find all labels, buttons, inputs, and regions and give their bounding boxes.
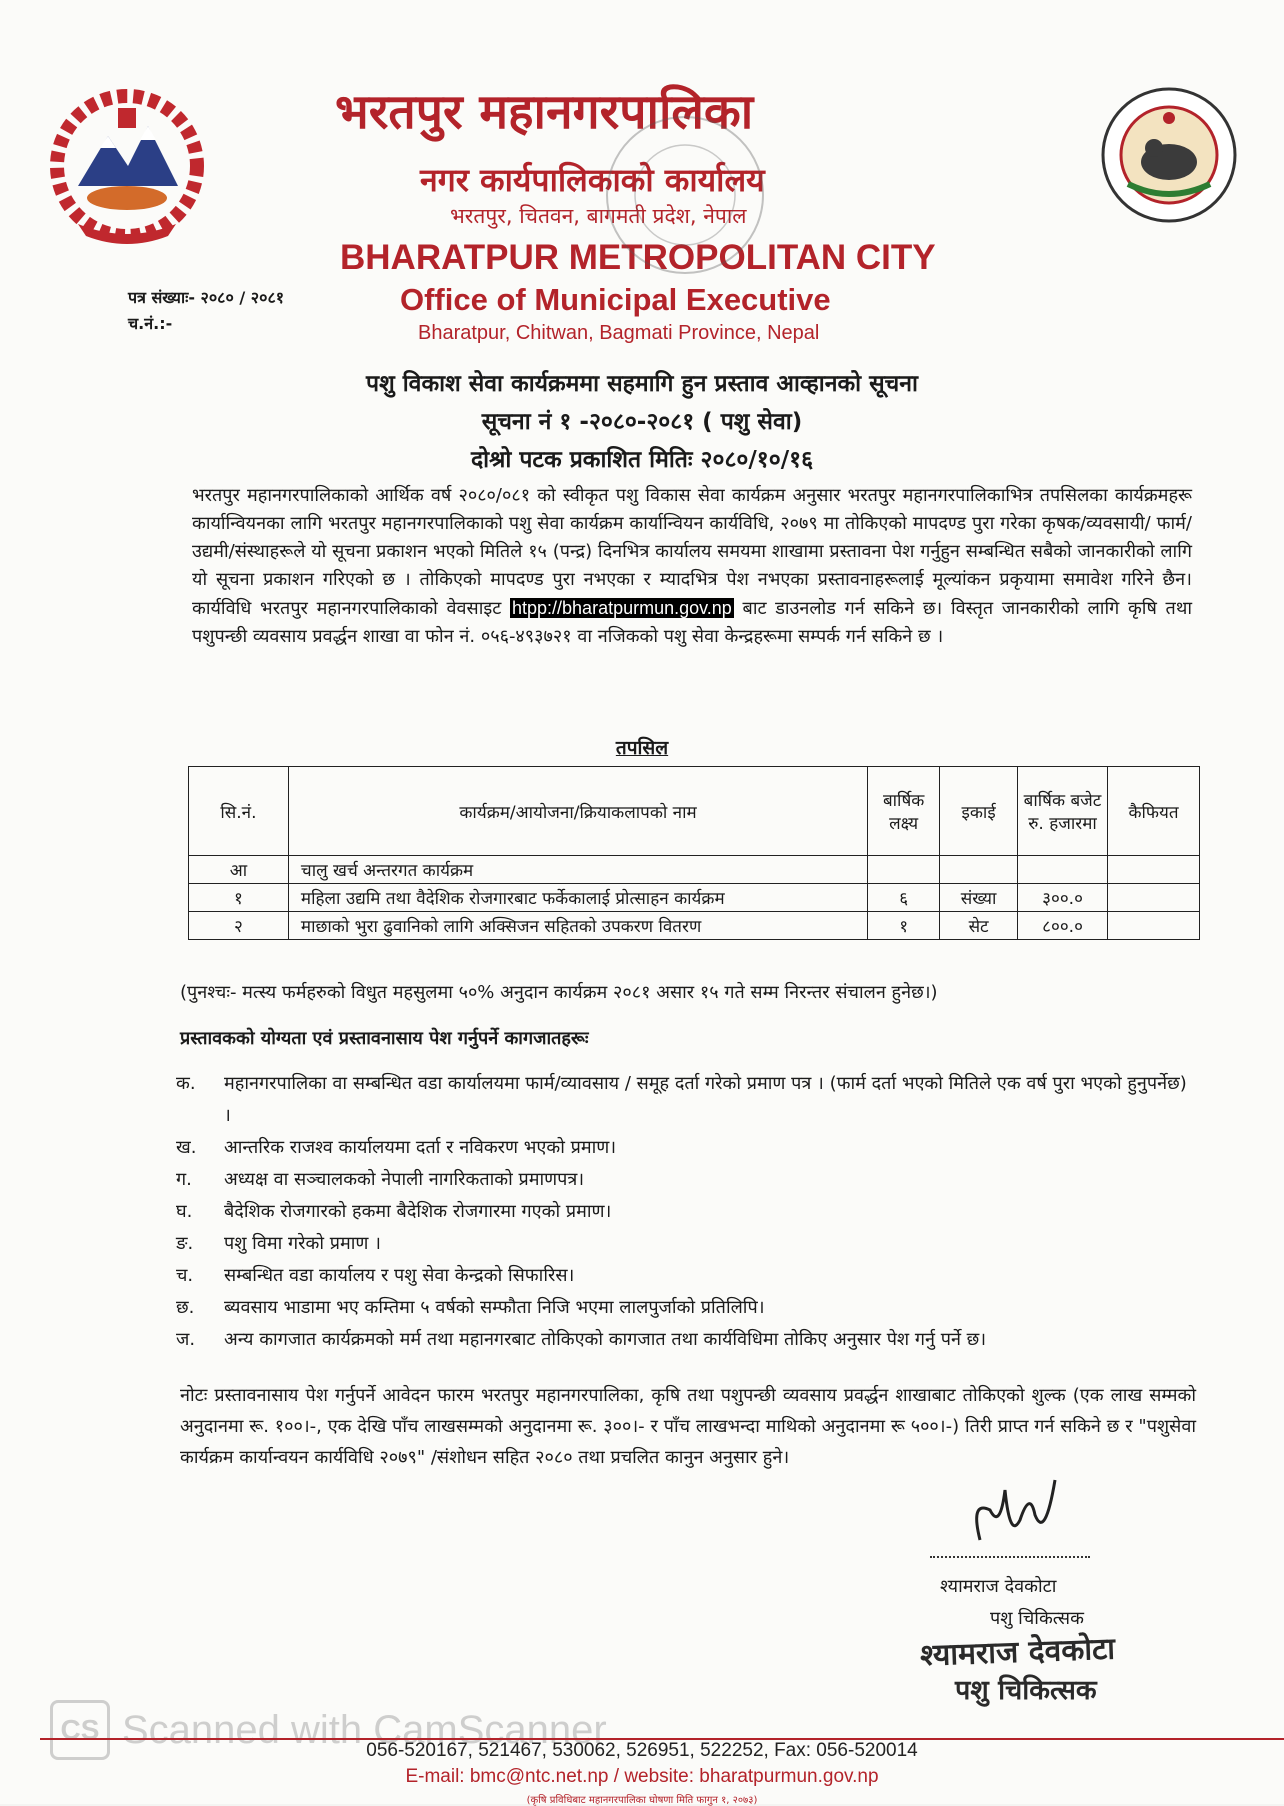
cell-program: महिला उद्यमि तथा वैदेशिक रोजगारबाट फर्केकालाई प्रोत्साहन कार्यक्रम xyxy=(288,884,867,912)
notice-heading: पशु विकाश सेवा कार्यक्रममा सहमागि हुन प्रस्ताव आव्हानको सूचना xyxy=(366,371,918,397)
list-item-text: अध्यक्ष वा सञ्चालकको नेपाली नागरिकताको प्रमाणपत्र। xyxy=(224,1169,585,1190)
cell-sn: २ xyxy=(189,912,289,940)
list-item xyxy=(176,1260,1196,1292)
letterhead-address-en: Bharatpur, Chitwan, Bagmati Province, Nepal xyxy=(418,322,820,344)
watermark-text: Scanned with CamScanner xyxy=(122,1707,607,1752)
title-stamp: पशु चिकित्सक xyxy=(955,1675,1097,1706)
table-row xyxy=(189,884,1200,912)
col-header-target: बार्षिक लक्ष्य xyxy=(868,767,940,856)
list-item xyxy=(176,1228,1196,1260)
table-header-row xyxy=(189,767,1200,856)
list-item-text: महानगरपालिका वा सम्बन्धित वडा कार्यालयमा फार्म/व्यावसाय / समूह दर्ता गरेको प्रमाण पत्र । (फार्म दर्ता भएको मितिले एक वर्ष पुरा भएको हुनुपर्नेछ) । xyxy=(224,1073,1187,1126)
list-item-text: बैदेशिक रोजगारको हकमा बैदेशिक रोजगारमा गएको प्रमाण। xyxy=(224,1201,612,1222)
office-seal-icon xyxy=(600,110,770,280)
reference-number: पत्र संख्याः- २०८० / २०८१ xyxy=(128,288,285,307)
list-item-key: क. xyxy=(176,1073,196,1094)
letterhead-office-en: Office of Municipal Executive xyxy=(400,282,831,317)
dispatch-number: च.नं.:- xyxy=(128,314,173,333)
cell-target: ६ xyxy=(868,884,940,912)
handwritten-signature-icon xyxy=(960,1470,1070,1560)
requirements-list xyxy=(176,1068,1196,1356)
list-item-key: ख. xyxy=(176,1137,197,1158)
notice-body xyxy=(192,482,1192,651)
list-item xyxy=(176,1068,1196,1132)
cell-unit: संख्या xyxy=(940,884,1018,912)
footer-tagline: (कृषि प्रविधिबाट महानगरपालिका घोषणा मिति फागुन १, २०७३) xyxy=(526,1795,758,1806)
cell-program: चालु खर्च अन्तरगत कार्यक्रम xyxy=(288,856,867,884)
list-item-key: छ. xyxy=(176,1297,195,1318)
program-table xyxy=(188,766,1200,940)
list-item-key: च. xyxy=(176,1265,194,1286)
footer-contact: E-mail: bmc@ntc.net.np / website: bharatpurmun.gov.np xyxy=(405,1766,879,1787)
list-item-key: ज. xyxy=(176,1329,196,1350)
cell-target: १ xyxy=(868,912,940,940)
camscanner-logo-icon: CS xyxy=(50,1700,110,1760)
notice-number: सूचना नं १ -२०८०-२०८१ ( पशु सेवा) xyxy=(481,409,803,435)
list-item-key: ङ. xyxy=(176,1233,194,1254)
table-row xyxy=(189,856,1200,884)
notice-body-text-continued: बाट डाउनलोड गर्न सकिने छ। विस्तृत जानकारीको लागि कृषि तथा पशुपन्छी व्यवसाय प्रवर्द्धन शाखा वा फोन नं. ०५६-४९३७२१ वा नजिकको पशु सेवा केन्द्रहरूमा सम्पर्क गर्न सकिने छ । xyxy=(192,598,1192,647)
cell-budget: ८००.० xyxy=(1018,912,1108,940)
table-caption xyxy=(0,734,1284,760)
signature-line xyxy=(930,1556,1090,1558)
cell-budget xyxy=(1018,856,1108,884)
cell-remarks xyxy=(1108,856,1200,884)
list-item-text: सम्बन्धित वडा कार्यालय र पशु सेवा केन्द्रको सिफारिस। xyxy=(224,1265,575,1286)
letterhead-title-ne: भरतपुर महानगरपालिका xyxy=(335,84,754,140)
nepal-emblem-icon xyxy=(38,86,216,250)
note-paragraph: नोटः प्रस्तावनासाय पेश गर्नुपर्ने आवेदन फारम भरतपुर महानगरपालिका, कृषि तथा पशुपन्छी व्यवसाय प्रवर्द्धन शाखाबाट तोकिएको शुल्क (एक लाख सम्मको अनुदानमा रू. १००।-, एक देखि पाँच लाखसम्मको अनुदानमा रू. ३००।- र पाँच लाखभन्दा माथिको अनुदानमा रू ५००।-) तिरी प्राप्त गर्न सकिने छ र "पशुसेवा कार्यक्रम कार्यान्वयन कार्यविधि २०७९" /संशोधन सहित २०८० तथा प्रचलित कानुन अनुसार हुने। xyxy=(180,1385,1196,1468)
table-caption-text: तपसिल xyxy=(615,737,669,759)
requirements-heading: प्रस्तावकको योग्यता एवं प्रस्तावनासाय पेश गर्नुपर्ने कागजातहरूः xyxy=(180,1028,589,1049)
list-item xyxy=(176,1196,1196,1228)
table-row xyxy=(189,912,1200,940)
list-item xyxy=(176,1324,1196,1356)
cell-sn: १ xyxy=(189,884,289,912)
postscript: (पुनश्चः- मत्स्य फर्महरुको विधुत महसुलमा ५०% अनुदान कार्यक्रम २०८१ असार १५ गते सम्म निरन्तर संचालन हुनेछ।) xyxy=(180,982,938,1003)
list-item-key: ग. xyxy=(176,1169,192,1190)
cell-remarks xyxy=(1108,912,1200,940)
cell-unit: सेट xyxy=(940,912,1018,940)
list-item-key: घ. xyxy=(176,1201,193,1222)
col-header-unit: इकाई xyxy=(940,767,1018,856)
cell-sn: आ xyxy=(189,856,289,884)
cell-remarks xyxy=(1108,884,1200,912)
list-item-text: आन्तरिक राजश्व कार्यालयमा दर्ता र नविकरण भएको प्रमाण। xyxy=(224,1137,617,1158)
footer-phones: 056-520167, 521467, 530062, 526951, 522252, Fax: 056-520014 xyxy=(366,1740,918,1761)
website-link[interactable]: htpp://bharatpurmun.gov.np xyxy=(512,598,732,618)
col-header-sn: सि.नं. xyxy=(189,767,289,856)
notice-date: दोश्रो पटक प्रकाशित मितिः २०८०/१०/१६ xyxy=(470,447,814,473)
signatory-name: श्यामराज देवकोटा xyxy=(940,1576,1057,1597)
list-item xyxy=(176,1132,1196,1164)
letterhead-office-ne: नगर कार्यपालिकाको कार्यालय xyxy=(420,161,765,199)
bharatpur-city-logo-icon xyxy=(1098,84,1240,226)
cell-unit xyxy=(940,856,1018,884)
list-item xyxy=(176,1292,1196,1324)
name-stamp: श्यामराज देवकोटा xyxy=(919,1631,1116,1674)
signatory-title: पशु चिकित्सक xyxy=(990,1608,1084,1629)
notice-body-text: भरतपुर महानगरपालिकाको आर्थिक वर्ष २०८०/०८१ को स्वीकृत पशु विकास सेवा कार्यक्रम अनुसार भरतपुर महानगरपालिकाभित्र तपसिलका कार्यक्रमहरू कार्यान्वियनका लागि भरतपुर महानगरपालिकाको पशु सेवा कार्यक्रम कार्यान्वियन कार्यविधि, २०७९ मा तोकिएको मापदण्ड पुरा गरेका कृषक/व्यवसायी/ फार्म/उद्यमी/संस्थाहरूले यो सूचना प्रकाशन भएको मितिले १५ (पन्द्र) दिनभित्र कार्यालय समयमा शाखामा प्रस्तावना पेश गर्नुहुन सम्बन्धित सबैको जानकारीको लागि यो सूचना प्रकाशन गरिएको छ । तोकिएको मापदण्ड पुरा नभएका र म्यादभित्र पेश नभएका प्रस्तावनाहरूलाई मूल्यांकन प्रकृयामा समावेश गरिने छैन। कार्यविधि भरतपुर महानगरपालिकाको वेवसाइट xyxy=(192,485,1192,619)
col-header-budget: बार्षिक बजेट रु. हजारमा xyxy=(1018,767,1108,856)
letterhead-address-ne: भरतपुर, चितवन, बागमती प्रदेश, नेपाल xyxy=(450,204,747,228)
list-item-text: अन्य कागजात कार्यक्रमको मर्म तथा महानगरबाट तोकिएको कागजात तथा कार्यविधिमा तोकिए अनुसार पेश गर्नु पर्ने छ। xyxy=(224,1329,987,1350)
col-header-program: कार्यक्रम/आयोजना/क्रियाकलापको नाम xyxy=(288,767,867,856)
cell-program: माछाको भुरा ढुवानिको लागि अक्सिजन सहितको उपकरण वितरण xyxy=(288,912,867,940)
cell-target xyxy=(868,856,940,884)
letterhead-title-en: BHARATPUR METROPOLITAN CITY xyxy=(340,238,936,277)
list-item xyxy=(176,1164,1196,1196)
list-item-text: पशु विमा गरेको प्रमाण । xyxy=(224,1233,381,1254)
col-header-remarks: कैफियत xyxy=(1108,767,1200,856)
list-item-text: ब्यवसाय भाडामा भए कम्तिमा ५ वर्षको सम्फौता निजि भएमा लालपुर्जाको प्रतिलिपि। xyxy=(224,1297,765,1318)
cell-budget: ३००.० xyxy=(1018,884,1108,912)
